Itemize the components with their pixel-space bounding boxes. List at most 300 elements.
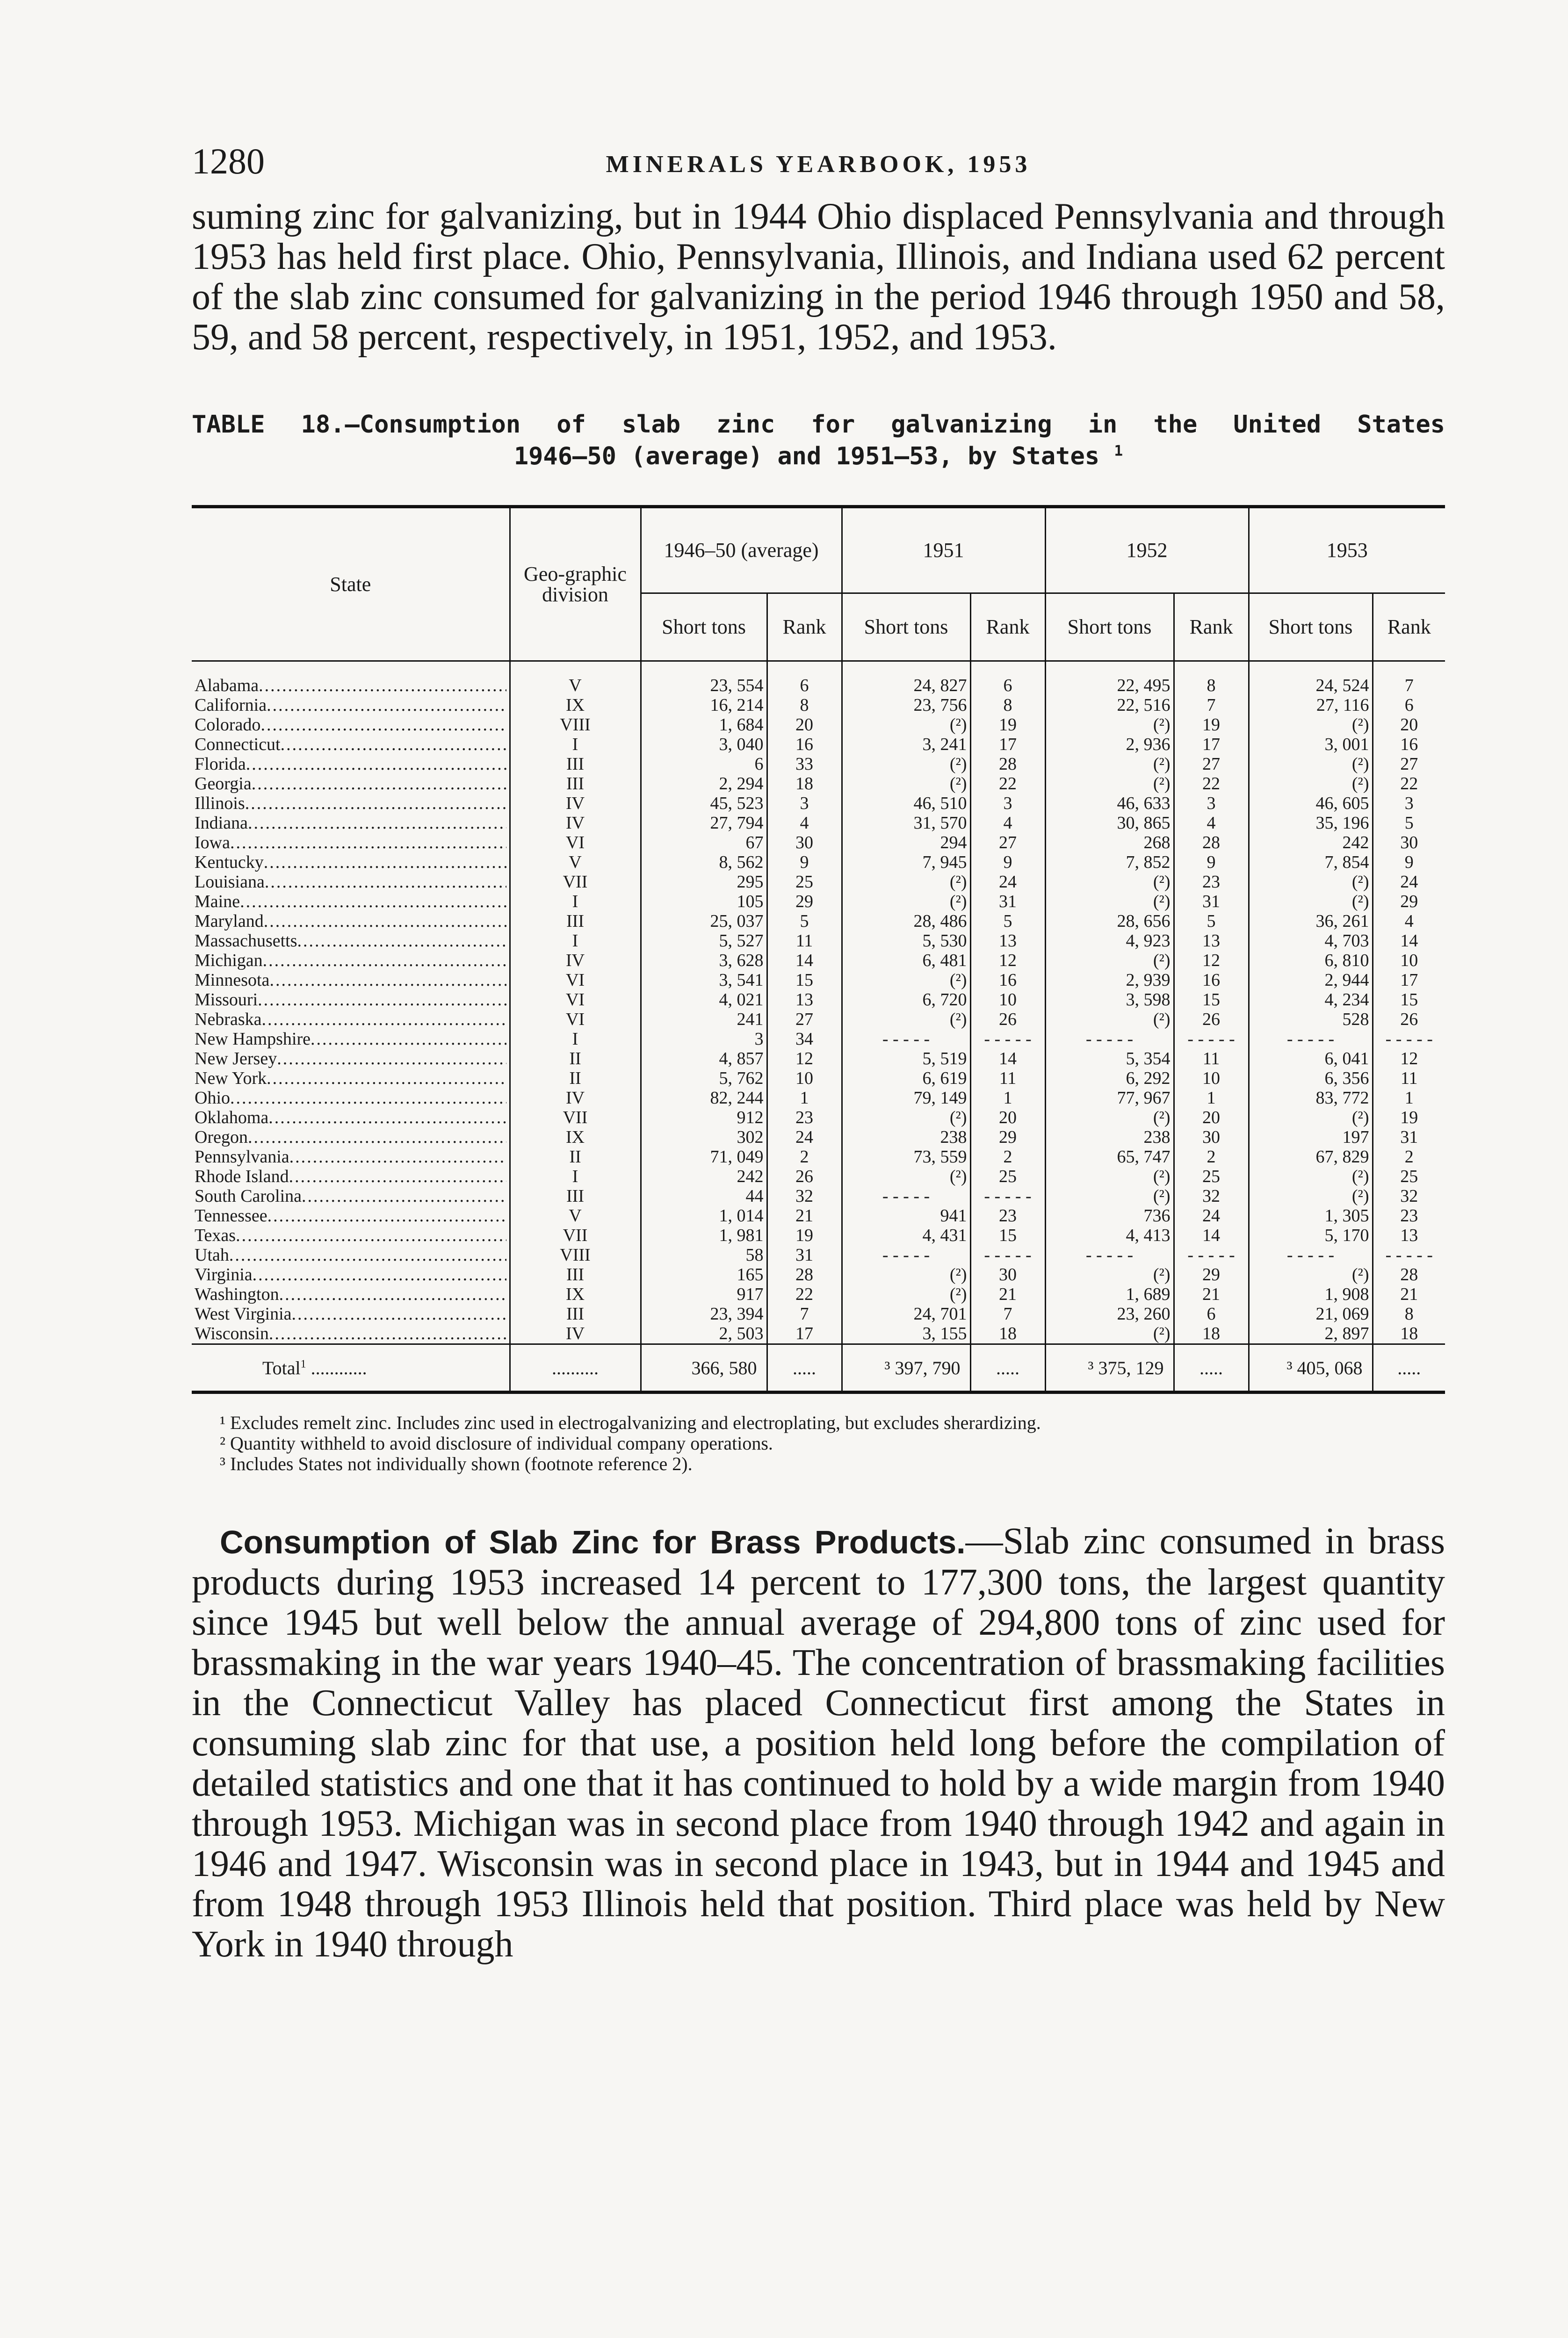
tons-1953: (²): [1249, 892, 1373, 911]
subheader-short-tons: Short tons: [1249, 593, 1373, 661]
state-name: [192, 990, 510, 1010]
state-name: [192, 735, 510, 754]
rank-1946-50: 24: [767, 1127, 842, 1147]
rank-1946-50: 30: [767, 833, 842, 852]
rank-1953: 21: [1373, 1284, 1445, 1304]
tons-1946-50: 912: [641, 1108, 767, 1127]
total-label: [192, 1344, 510, 1393]
state-name-text: Texas .....: [195, 1226, 506, 1245]
tons-1951: - - - - -: [842, 1245, 970, 1265]
tons-1953: (²): [1249, 715, 1373, 735]
tons-1952: 4, 923: [1045, 931, 1174, 951]
brass-section-text: —Slab zinc consumed in brass products during 1953 increased 14 percent to 177,300 tons, the largest quantity since 1945 but well below the annual average of 294,800 tons of zinc used for brassmaking in the war years 1940–45. The concentration of brassmaking facilities in the Connecticut Valley has placed Connecticut first among the States in consuming slab zinc for that use, a position held long before the compilation of detailed statistics and one that it has continued to hold by a wide margin from 1940 through 1953. Michigan was in second place from 1940 through 1942 and again in 1946 and 1947. Wisconsin was in second place in 1943, but in 1944 and 1945 and from 1948 through 1953 Illinois held that position. Third place was held by New York in 1940 through: [192, 1521, 1445, 1965]
rank-1946-50: 25: [767, 872, 842, 892]
state-name-text: New Hampshire .....: [195, 1029, 506, 1049]
rank-1953: 24: [1373, 872, 1445, 892]
tons-1953: (²): [1249, 754, 1373, 774]
tons-1946-50: 67: [641, 833, 767, 852]
tons-1946-50: 241: [641, 1010, 767, 1029]
rank-1951: 25: [970, 1167, 1045, 1186]
geo-division: VIII: [510, 715, 641, 735]
state-name: [192, 1206, 510, 1226]
tons-1946-50: 1, 684: [641, 715, 767, 735]
total-rank-1952: .....: [1174, 1344, 1249, 1393]
total-geo: ..........: [510, 1344, 641, 1393]
state-name-text: Michigan .....: [195, 951, 506, 970]
state-name-text: Massachusetts .....: [195, 931, 506, 951]
tons-1951: 941: [842, 1206, 970, 1226]
state-name-text: Minnesota .....: [195, 970, 506, 990]
rank-1953: 5: [1373, 813, 1445, 833]
total-1953: ³ 405, 068: [1249, 1344, 1373, 1393]
rank-1953: 23: [1373, 1206, 1445, 1226]
table-caption-line-2: [192, 440, 1445, 472]
geo-division: VI: [510, 990, 641, 1010]
table-row: [192, 715, 1445, 735]
geo-division: V: [510, 852, 641, 872]
tons-1953: 21, 069: [1249, 1304, 1373, 1324]
rank-1946-50: 18: [767, 774, 842, 794]
rank-1946-50: 19: [767, 1226, 842, 1245]
col-header-1952: 1952: [1045, 507, 1249, 593]
total-rank-1953: .....: [1373, 1344, 1445, 1393]
rank-1952: 26: [1174, 1010, 1249, 1029]
state-name: [192, 1147, 510, 1167]
tons-1951: (²): [842, 872, 970, 892]
tons-1952: 77, 967: [1045, 1088, 1174, 1108]
rank-1946-50: 20: [767, 715, 842, 735]
geo-division: III: [510, 911, 641, 931]
running-header: [192, 140, 1445, 196]
tons-1953: 4, 234: [1249, 990, 1373, 1010]
rank-1953: 28: [1373, 1265, 1445, 1284]
rank-1952: 32: [1174, 1186, 1249, 1206]
rank-1951: 16: [970, 970, 1045, 990]
rank-1952: 2: [1174, 1147, 1249, 1167]
table-caption: [192, 409, 1445, 472]
geo-division: VI: [510, 970, 641, 990]
tons-1946-50: 16, 214: [641, 695, 767, 715]
geo-division: V: [510, 661, 641, 696]
state-name: [192, 695, 510, 715]
tons-1952: 1, 689: [1045, 1284, 1174, 1304]
tons-1953: 528: [1249, 1010, 1373, 1029]
rank-1953: 4: [1373, 911, 1445, 931]
tons-1953: 2, 897: [1249, 1324, 1373, 1344]
state-name: [192, 1029, 510, 1049]
table-row: [192, 794, 1445, 813]
tons-1953: (²): [1249, 1167, 1373, 1186]
rank-1951: 24: [970, 872, 1045, 892]
tons-1952: (²): [1045, 1324, 1174, 1344]
geo-division: I: [510, 735, 641, 754]
tons-1953: 6, 041: [1249, 1049, 1373, 1068]
rank-1946-50: 4: [767, 813, 842, 833]
rank-1946-50: 10: [767, 1068, 842, 1088]
rank-1952: 28: [1174, 833, 1249, 852]
rank-1951: 31: [970, 892, 1045, 911]
rank-1946-50: 9: [767, 852, 842, 872]
geo-division: II: [510, 1068, 641, 1088]
rank-1952: 14: [1174, 1226, 1249, 1245]
tons-1951: 31, 570: [842, 813, 970, 833]
tons-1952: 65, 747: [1045, 1147, 1174, 1167]
rank-1951: - - - - -: [970, 1029, 1045, 1049]
tons-1951: (²): [842, 754, 970, 774]
tons-1951: - - - - -: [842, 1186, 970, 1206]
rank-1952: 27: [1174, 754, 1249, 774]
rank-1946-50: 27: [767, 1010, 842, 1029]
rank-1951: 20: [970, 1108, 1045, 1127]
state-name-text: Rhode Island .....: [195, 1167, 506, 1186]
geo-division: IV: [510, 794, 641, 813]
rank-1951: 22: [970, 774, 1045, 794]
table-body: [192, 661, 1445, 1344]
tons-1953: 35, 196: [1249, 813, 1373, 833]
rank-1952: 15: [1174, 990, 1249, 1010]
rank-1946-50: 26: [767, 1167, 842, 1186]
state-name: [192, 1226, 510, 1245]
rank-1951: 5: [970, 911, 1045, 931]
tons-1953: 67, 829: [1249, 1147, 1373, 1167]
state-name-text: Utah .....: [195, 1245, 506, 1265]
tons-1951: (²): [842, 715, 970, 735]
state-name-text: New York .....: [195, 1068, 506, 1088]
galvanizing-consumption-table: [192, 505, 1445, 1394]
geo-division: IV: [510, 951, 641, 970]
table-caption-line-1: TABLE 18.—Consumption of slab zinc for galvanizing in the United States: [192, 411, 1445, 439]
tons-1953: 2, 944: [1249, 970, 1373, 990]
table-row: [192, 1206, 1445, 1226]
tons-1952: 22, 516: [1045, 695, 1174, 715]
tons-1952: (²): [1045, 1010, 1174, 1029]
col-header-geo-division: Geo-graphic division: [510, 507, 641, 661]
state-name-text: Louisiana .....: [195, 872, 506, 892]
state-name: [192, 715, 510, 735]
tons-1951: 24, 701: [842, 1304, 970, 1324]
rank-1946-50: 2: [767, 1147, 842, 1167]
total-1952: ³ 375, 129: [1045, 1344, 1174, 1393]
tons-1951: (²): [842, 970, 970, 990]
state-name: [192, 1265, 510, 1284]
tons-1946-50: 1, 981: [641, 1226, 767, 1245]
footnote-1: ¹ Excludes remelt zinc. Includes zinc used in electrogalvanizing and electroplating, but excludes sherardizing.: [220, 1412, 1041, 1433]
rank-1951: 21: [970, 1284, 1045, 1304]
total-leader: ............: [306, 1357, 367, 1378]
tons-1953: 83, 772: [1249, 1088, 1373, 1108]
rank-1953: 16: [1373, 735, 1445, 754]
rank-1952: 30: [1174, 1127, 1249, 1147]
rank-1946-50: 33: [767, 754, 842, 774]
state-name: [192, 1010, 510, 1029]
rank-1946-50: 13: [767, 990, 842, 1010]
tons-1946-50: 3, 040: [641, 735, 767, 754]
rank-1953: 6: [1373, 695, 1445, 715]
total-row: [192, 1344, 1445, 1393]
tons-1951: 6, 619: [842, 1068, 970, 1088]
tons-1953: 3, 001: [1249, 735, 1373, 754]
geo-division: IV: [510, 1324, 641, 1344]
rank-1952: 22: [1174, 774, 1249, 794]
tons-1953: 24, 524: [1249, 661, 1373, 696]
rank-1953: 3: [1373, 794, 1445, 813]
rank-1953: 7: [1373, 661, 1445, 696]
tons-1952: 2, 936: [1045, 735, 1174, 754]
table-row: [192, 1226, 1445, 1245]
rank-1953: 19: [1373, 1108, 1445, 1127]
rank-1951: 7: [970, 1304, 1045, 1324]
rank-1951: 2: [970, 1147, 1045, 1167]
state-name-text: Georgia .....: [195, 774, 506, 794]
table-row: [192, 695, 1445, 715]
tons-1952: (²): [1045, 754, 1174, 774]
tons-1952: 30, 865: [1045, 813, 1174, 833]
table-row: [192, 1304, 1445, 1324]
table-row: [192, 735, 1445, 754]
tons-1951: 5, 530: [842, 931, 970, 951]
rank-1951: 27: [970, 833, 1045, 852]
tons-1953: - - - - -: [1249, 1245, 1373, 1265]
state-name: [192, 774, 510, 794]
tons-1953: 1, 305: [1249, 1206, 1373, 1226]
tons-1953: 27, 116: [1249, 695, 1373, 715]
subheader-rank: Rank: [767, 593, 842, 661]
rank-1953: 18: [1373, 1324, 1445, 1344]
running-title: MINERALS YEARBOOK, 1953: [606, 151, 1031, 178]
rank-1953: 32: [1373, 1186, 1445, 1206]
rank-1952: 31: [1174, 892, 1249, 911]
tons-1952: 3, 598: [1045, 990, 1174, 1010]
geo-division: V: [510, 1206, 641, 1226]
table-row: [192, 661, 1445, 696]
rank-1953: 10: [1373, 951, 1445, 970]
rank-1952: 3: [1174, 794, 1249, 813]
geo-division: VII: [510, 1226, 641, 1245]
table-footnotes: [192, 1413, 1445, 1474]
rank-1951: 9: [970, 852, 1045, 872]
rank-1946-50: 3: [767, 794, 842, 813]
tons-1952: (²): [1045, 1167, 1174, 1186]
table-row: [192, 911, 1445, 931]
tons-1952: 28, 656: [1045, 911, 1174, 931]
table-row: [192, 833, 1445, 852]
rank-1946-50: 5: [767, 911, 842, 931]
tons-1946-50: 5, 527: [641, 931, 767, 951]
state-name-text: Missouri .....: [195, 990, 506, 1010]
tons-1952: (²): [1045, 1108, 1174, 1127]
geo-division: IV: [510, 1088, 641, 1108]
tons-1953: 197: [1249, 1127, 1373, 1147]
state-name: [192, 1304, 510, 1324]
tons-1946-50: 1, 014: [641, 1206, 767, 1226]
tons-1946-50: 105: [641, 892, 767, 911]
rank-1952: 8: [1174, 661, 1249, 696]
tons-1946-50: 917: [641, 1284, 767, 1304]
geo-division: VIII: [510, 1245, 641, 1265]
state-name: [192, 970, 510, 990]
tons-1953: 6, 810: [1249, 951, 1373, 970]
state-name-text: Indiana .....: [195, 813, 506, 833]
rank-1951: 10: [970, 990, 1045, 1010]
rank-1953: 29: [1373, 892, 1445, 911]
table-row: [192, 1324, 1445, 1344]
state-name-text: Colorado .....: [195, 715, 506, 735]
tons-1946-50: 23, 554: [641, 661, 767, 696]
rank-1946-50: 32: [767, 1186, 842, 1206]
rank-1952: 7: [1174, 695, 1249, 715]
tons-1953: 242: [1249, 833, 1373, 852]
rank-1952: 17: [1174, 735, 1249, 754]
rank-1953: 8: [1373, 1304, 1445, 1324]
tons-1946-50: 242: [641, 1167, 767, 1186]
rank-1953: 1: [1373, 1088, 1445, 1108]
state-name-text: Kentucky .....: [195, 852, 506, 872]
rank-1946-50: 31: [767, 1245, 842, 1265]
tons-1952: 6, 292: [1045, 1068, 1174, 1088]
page-number: 1280: [192, 141, 265, 181]
rank-1952: 18: [1174, 1324, 1249, 1344]
tons-1946-50: 3, 628: [641, 951, 767, 970]
tons-1951: 6, 720: [842, 990, 970, 1010]
rank-1953: 15: [1373, 990, 1445, 1010]
rank-1946-50: 7: [767, 1304, 842, 1324]
tons-1946-50: 3, 541: [641, 970, 767, 990]
subheader-rank: Rank: [1174, 593, 1249, 661]
state-name-text: Pennsylvania .....: [195, 1147, 506, 1167]
table-row: [192, 970, 1445, 990]
total-1946-50: 366, 580: [641, 1344, 767, 1393]
state-name-text: California .....: [195, 695, 506, 715]
tons-1952: 2, 939: [1045, 970, 1174, 990]
state-name: [192, 1245, 510, 1265]
tons-1952: 5, 354: [1045, 1049, 1174, 1068]
state-name: [192, 1049, 510, 1068]
rank-1953: 25: [1373, 1167, 1445, 1186]
rank-1953: 9: [1373, 852, 1445, 872]
state-name-text: Wisconsin .....: [195, 1324, 506, 1343]
table-row: [192, 1068, 1445, 1088]
rank-1951: 29: [970, 1127, 1045, 1147]
rank-1951: 17: [970, 735, 1045, 754]
footnote-2: ² Quantity withheld to avoid disclosure of individual company operations.: [220, 1433, 773, 1454]
tons-1951: - - - - -: [842, 1029, 970, 1049]
geo-division: IX: [510, 1284, 641, 1304]
col-header-state: State: [192, 507, 510, 661]
tons-1951: (²): [842, 1108, 970, 1127]
tons-1946-50: 4, 857: [641, 1049, 767, 1068]
tons-1953: (²): [1249, 774, 1373, 794]
rank-1946-50: 6: [767, 661, 842, 696]
tons-1946-50: 5, 762: [641, 1068, 767, 1088]
rank-1951: 11: [970, 1068, 1045, 1088]
rank-1951: 3: [970, 794, 1045, 813]
state-name-text: Connecticut .....: [195, 735, 506, 754]
tons-1946-50: 23, 394: [641, 1304, 767, 1324]
geo-division: VI: [510, 1010, 641, 1029]
tons-1952: 23, 260: [1045, 1304, 1174, 1324]
tons-1951: 23, 756: [842, 695, 970, 715]
state-name: [192, 1108, 510, 1127]
state-name-text: West Virginia .....: [195, 1304, 506, 1324]
tons-1951: (²): [842, 1265, 970, 1284]
geo-division: III: [510, 1304, 641, 1324]
state-name-text: Maryland .....: [195, 911, 506, 931]
tons-1953: 4, 703: [1249, 931, 1373, 951]
tons-1946-50: 58: [641, 1245, 767, 1265]
table-row: [192, 951, 1445, 970]
tons-1951: 294: [842, 833, 970, 852]
table-caption-line-2-text: 1946–50 (average) and 1951–53, by States: [513, 442, 1100, 470]
geo-division: III: [510, 1186, 641, 1206]
tons-1952: (²): [1045, 872, 1174, 892]
tons-1951: 4, 431: [842, 1226, 970, 1245]
tons-1951: 7, 945: [842, 852, 970, 872]
rank-1951: 14: [970, 1049, 1045, 1068]
geo-division: VII: [510, 872, 641, 892]
tons-1946-50: 2, 294: [641, 774, 767, 794]
table-row: [192, 1186, 1445, 1206]
rank-1952: 6: [1174, 1304, 1249, 1324]
state-name: [192, 911, 510, 931]
rank-1953: 26: [1373, 1010, 1445, 1029]
tons-1951: 28, 486: [842, 911, 970, 931]
rank-1952: 21: [1174, 1284, 1249, 1304]
total-rank-1946-50: .....: [767, 1344, 842, 1393]
table-row: [192, 990, 1445, 1010]
tons-1951: (²): [842, 1010, 970, 1029]
state-name: [192, 1324, 510, 1344]
tons-1953: 5, 170: [1249, 1226, 1373, 1245]
rank-1951: 1: [970, 1088, 1045, 1108]
table-row: [192, 1265, 1445, 1284]
tons-1953: 7, 854: [1249, 852, 1373, 872]
rank-1946-50: 1: [767, 1088, 842, 1108]
geo-division: I: [510, 931, 641, 951]
col-header-1953: 1953: [1249, 507, 1445, 593]
rank-1953: 14: [1373, 931, 1445, 951]
rank-1953: 11: [1373, 1068, 1445, 1088]
rank-1952: 29: [1174, 1265, 1249, 1284]
rank-1953: 27: [1373, 754, 1445, 774]
geo-division: VII: [510, 1108, 641, 1127]
brass-section: [192, 1521, 1445, 1964]
tons-1953: (²): [1249, 1265, 1373, 1284]
table-row: [192, 1245, 1445, 1265]
rank-1953: 12: [1373, 1049, 1445, 1068]
rank-1952: 13: [1174, 931, 1249, 951]
rank-1951: 12: [970, 951, 1045, 970]
rank-1952: 23: [1174, 872, 1249, 892]
rank-1952: 5: [1174, 911, 1249, 931]
rank-1952: 9: [1174, 852, 1249, 872]
footnote-3: ³ Includes States not individually shown (footnote reference 2).: [220, 1453, 693, 1474]
subheader-short-tons: Short tons: [842, 593, 970, 661]
subheader-rank: Rank: [970, 593, 1045, 661]
state-name-text: Oklahoma .....: [195, 1108, 506, 1127]
state-name: [192, 1068, 510, 1088]
tons-1952: (²): [1045, 892, 1174, 911]
table-row: [192, 1088, 1445, 1108]
tons-1951: 3, 155: [842, 1324, 970, 1344]
state-name-text: Washington .....: [195, 1284, 506, 1304]
tons-1946-50: 6: [641, 754, 767, 774]
table-row: [192, 1049, 1445, 1068]
state-name: [192, 833, 510, 852]
state-name: [192, 1127, 510, 1147]
tons-1953: (²): [1249, 1186, 1373, 1206]
tons-1946-50: 3: [641, 1029, 767, 1049]
rank-1953: 2: [1373, 1147, 1445, 1167]
